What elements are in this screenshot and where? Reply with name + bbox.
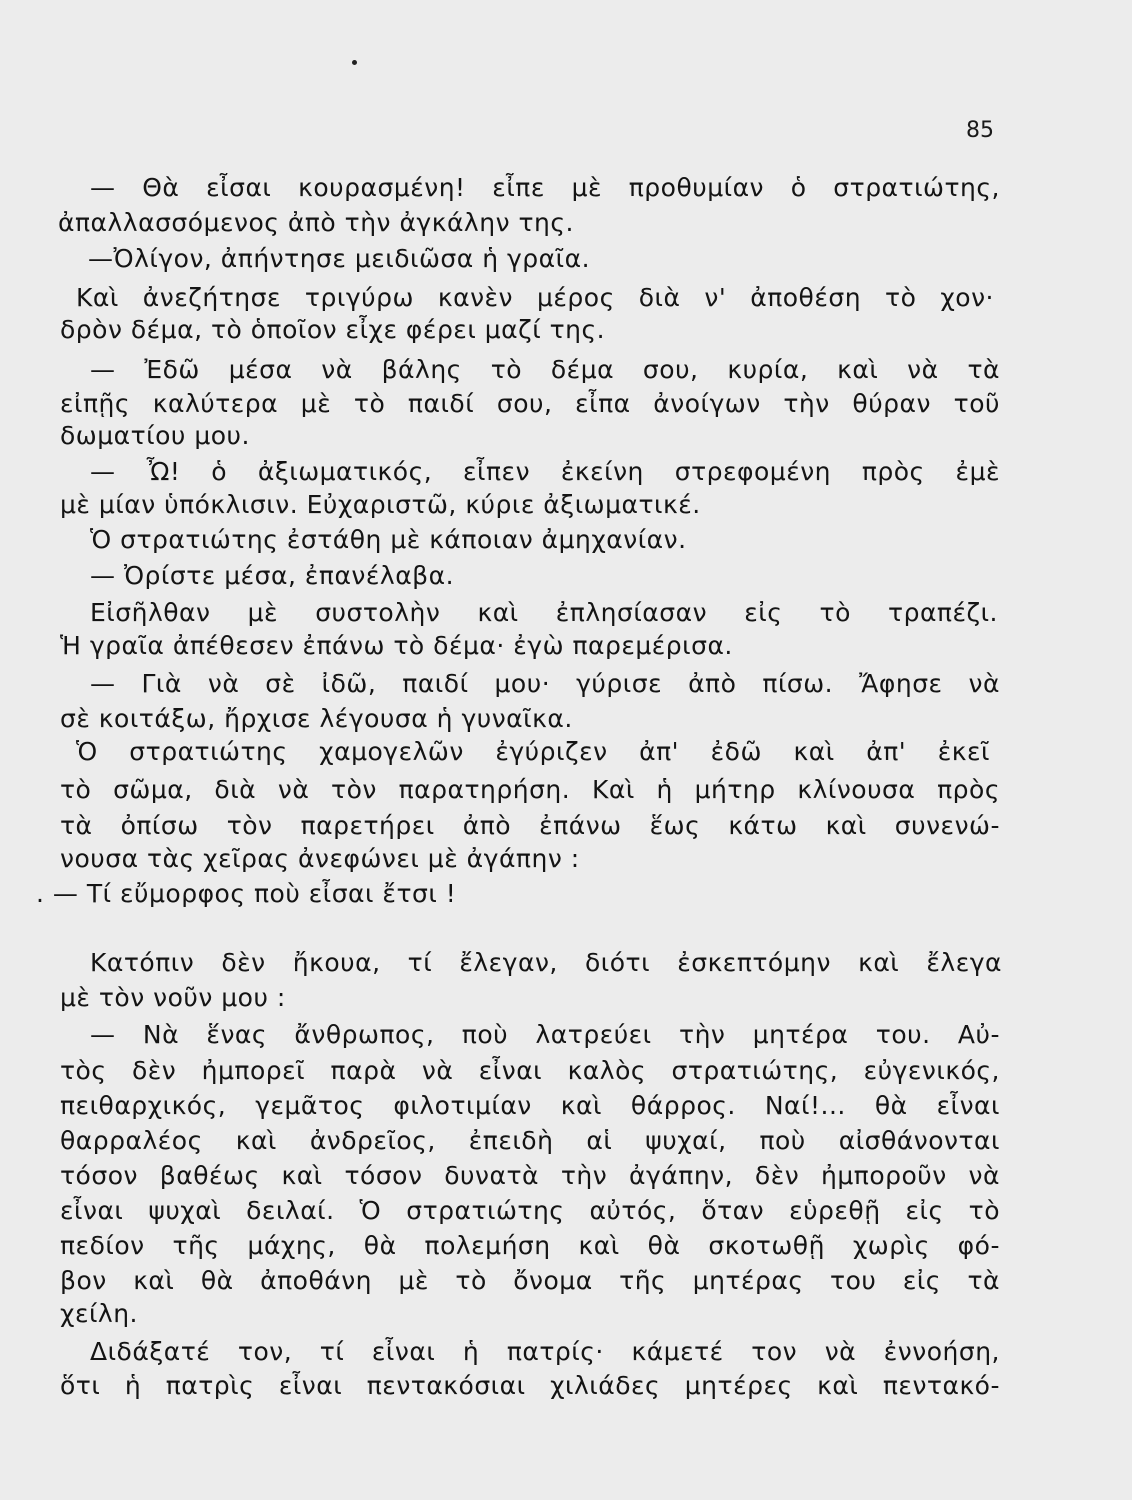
text-line-21: . — Τί εὔμορφος ποὺ εἶσαι ἔτσι ! (36, 879, 457, 908)
text-line-17: Ὁ στρατιώτης χαμογελῶν ἐγύριζεν ἀπ' ἐδῶ καὶ ἀπ' ἐκεῖ (76, 737, 990, 766)
ink-speck (352, 60, 357, 65)
text-line-14: Ἡ γραῖα ἀπέθεσεν ἐπάνω τὸ δέμα· ἐγὼ παρεμέρισα. (60, 631, 733, 660)
text-line-3: —Ὀλίγον, ἀπήντησε μειδιῶσα ἡ γραῖα. (88, 244, 591, 273)
text-line-30: πεδίον τῆς μάχης, θὰ πολεμήση καὶ θὰ σκοτωθῇ χωρὶς φό- (60, 1231, 1000, 1260)
text-line-29: εἶναι ψυχαὶ δειλαί. Ὁ στρατιώτης αὐτός, ὅταν εὑρεθῇ εἰς τὸ (60, 1196, 1000, 1225)
text-line-34: ὅτι ἡ πατρὶς εἶναι πεντακόσιαι χιλιάδες μητέρες καὶ πεντακό- (60, 1371, 1000, 1400)
page-number: 85 (966, 118, 994, 143)
text-line-6: — Ἐδῶ μέσα νὰ βάλης τὸ δέμα σου, κυρία, καὶ νὰ τὰ (90, 355, 1000, 384)
text-line-16: σὲ κοιτάξω, ἤρχισε λέγουσα ἡ γυναῖκα. (60, 704, 573, 733)
text-line-18: τὸ σῶμα, διὰ νὰ τὸν παρατηρήση. Καὶ ἡ μήτηρ κλίνουσα πρὸς (60, 775, 1000, 804)
text-line-33: Διδάξατέ τον, τί εἶναι ἡ πατρίς· κάμετέ τον νὰ ἐννοήση, (90, 1337, 1000, 1366)
text-line-12: — Ὀρίστε μέσα, ἐπανέλαβα. (90, 561, 455, 590)
text-line-8: δωματίου μου. (60, 421, 250, 450)
text-line-22: Κατόπιν δὲν ἤκουα, τί ἔλεγαν, διότι ἐσκεπτόμην καὶ ἔλεγα (90, 948, 1002, 977)
text-line-1: — Θὰ εἶσαι κουρασμένη! εἶπε μὲ προθυμίαν ὁ στρατιώτης, (90, 173, 1000, 202)
text-line-19: τὰ ὀπίσω τὸν παρετήρει ἀπὸ ἐπάνω ἕως κάτω καὶ συνενώ- (60, 811, 1000, 840)
text-line-10: μὲ μίαν ὑπόκλισιν. Εὐχαριστῶ, κύριε ἀξιωματικέ. (60, 490, 701, 519)
text-line-13: Εἰσῆλθαν μὲ συστολὴν καὶ ἐπλησίασαν εἰς τὸ τραπέζι. (90, 598, 998, 627)
text-line-27: θαρραλέος καὶ ἀνδρεῖος, ἐπειδὴ αἱ ψυχαί, ποὺ αἰσθάνονται (60, 1126, 1000, 1155)
text-line-24: — Νὰ ἕνας ἄνθρωπος, ποὺ λατρεύει τὴν μητέρα του. Αὐ- (90, 1020, 1000, 1049)
text-line-26: πειθαρχικός, γεμᾶτος φιλοτιμίαν καὶ θάρρος. Ναί!... θὰ εἶναι (60, 1091, 1000, 1120)
text-line-9: — Ὦ! ὁ ἀξιωματικός, εἶπεν ἐκείνη στρεφομένη πρὸς ἐμὲ (90, 457, 1000, 486)
text-line-23: μὲ τὸν νοῦν μου : (60, 983, 286, 1012)
text-line-32: χείλη. (60, 1299, 138, 1328)
text-line-25: τὸς δὲν ἠμπορεῖ παρὰ νὰ εἶναι καλὸς στρατιώτης, εὐγενικός, (60, 1056, 1000, 1085)
text-line-7: εἰπῇς καλύτερα μὲ τὸ παιδί σου, εἶπα ἀνοίγων τὴν θύραν τοῦ (60, 389, 1000, 418)
text-line-28: τόσον βαθέως καὶ τόσον δυνατὰ τὴν ἀγάπην, δὲν ἠμποροῦν νὰ (60, 1161, 1000, 1190)
text-line-31: βον καὶ θὰ ἀποθάνη μὲ τὸ ὄνομα τῆς μητέρας του εἰς τὰ (60, 1266, 1000, 1295)
text-line-5: δρὸν δέμα, τὸ ὁποῖον εἶχε φέρει μαζί της. (60, 315, 606, 344)
text-line-11: Ὁ στρατιώτης ἐστάθη μὲ κάποιαν ἀμηχανίαν. (90, 525, 687, 554)
text-line-15: — Γιὰ νὰ σὲ ἰδῶ, παιδί μου· γύρισε ἀπὸ πίσω. Ἄφησε νὰ (90, 669, 1000, 698)
text-line-20: νουσα τὰς χεῖρας ἀνεφώνει μὲ ἀγάπην : (60, 844, 580, 873)
text-line-2: ἀπαλλασσόμενος ἀπὸ τὴν ἀγκάλην της. (58, 208, 574, 237)
text-line-4: Καὶ ἀνεζήτησε τριγύρω κανὲν μέρος διὰ ν' ἀποθέση τὸ χον· (76, 283, 994, 312)
